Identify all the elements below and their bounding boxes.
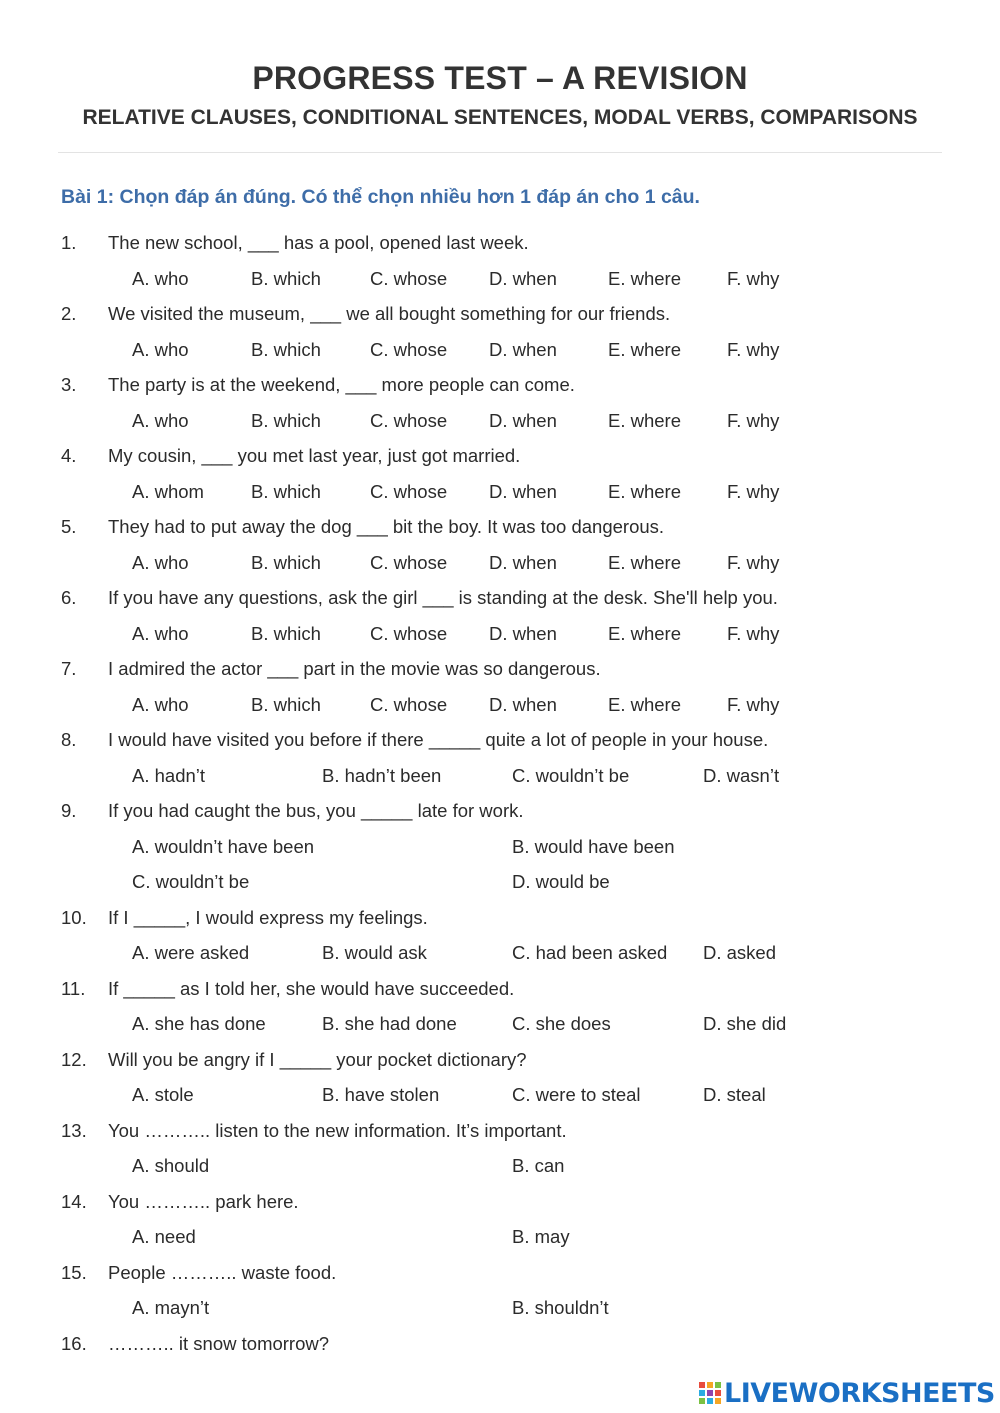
question-number: 7. <box>61 658 77 679</box>
question-text: If I _____, I would express my feelings. <box>108 906 428 928</box>
question-row <box>0 442 1000 478</box>
answer-option[interactable]: C. whose <box>370 267 448 289</box>
liveworksheets-logo[interactable] <box>698 1376 995 1410</box>
answer-option[interactable]: C. whose <box>370 480 448 502</box>
answer-option[interactable]: D. when <box>489 338 557 360</box>
section-heading: Bài 1: Chọn đáp án đúng. Có thể chọn nhiều hơn 1 đáp án cho 1 câu. <box>61 186 700 208</box>
answer-option[interactable]: A. hadn’t <box>132 764 206 786</box>
divider <box>58 152 942 153</box>
answer-option[interactable]: F. why <box>727 480 780 502</box>
answer-option[interactable]: B. which <box>251 338 321 360</box>
options-row <box>0 762 1000 798</box>
options-row <box>0 549 1000 585</box>
answer-option[interactable]: B. would have been <box>512 835 675 857</box>
answer-option[interactable]: A. who <box>132 267 189 289</box>
answer-option[interactable]: A. should <box>132 1155 210 1176</box>
question-list <box>0 229 1000 1365</box>
answer-option[interactable]: A. mayn’t <box>132 1297 210 1318</box>
answer-option[interactable]: A. need <box>132 1226 196 1247</box>
answer-option[interactable]: B. may <box>512 1226 570 1247</box>
answer-option[interactable]: B. which <box>251 551 321 573</box>
answer-option[interactable]: A. stole <box>132 1084 194 1105</box>
answer-option[interactable]: A. she has done <box>132 1013 266 1034</box>
answer-option[interactable]: D. when <box>489 480 557 502</box>
options-row <box>0 868 1000 904</box>
answer-option[interactable]: D. when <box>489 551 557 573</box>
question-text: If you have any questions, ask the girl ___ is standing at the desk. She'll help you. <box>108 587 778 608</box>
answer-option[interactable]: C. wouldn’t be <box>512 764 630 786</box>
answer-option[interactable]: B. have stolen <box>322 1084 440 1105</box>
question-row <box>0 371 1000 407</box>
answer-option[interactable]: B. which <box>251 267 321 289</box>
question-row <box>0 904 1000 940</box>
question-number: 1. <box>61 232 77 253</box>
options-row <box>0 265 1000 301</box>
options-row <box>0 833 1000 869</box>
answer-option[interactable]: C. whose <box>370 622 448 644</box>
options-row <box>0 1010 1000 1046</box>
options-row <box>0 691 1000 727</box>
question-number: 10. <box>61 906 87 928</box>
question-number: 3. <box>61 374 77 395</box>
answer-option[interactable]: A. wouldn’t have been <box>132 835 315 857</box>
answer-option[interactable]: B. hadn’t been <box>322 764 442 786</box>
answer-option[interactable]: B. she had done <box>322 1013 457 1034</box>
options-row <box>0 1223 1000 1259</box>
answer-option[interactable]: A. were asked <box>132 942 250 963</box>
question-number: 12. <box>61 1048 87 1070</box>
options-row <box>0 939 1000 975</box>
answer-option[interactable]: D. when <box>489 622 557 644</box>
question-row <box>0 797 1000 833</box>
answer-option[interactable]: D. asked <box>703 942 777 963</box>
question-row <box>0 1117 1000 1153</box>
answer-option[interactable]: B. would ask <box>322 942 427 963</box>
options-row <box>0 620 1000 656</box>
answer-option[interactable]: F. why <box>727 551 780 573</box>
question-text: I admired the actor ___ part in the movie was so dangerous. <box>108 658 601 679</box>
question-number: 16. <box>61 1332 87 1354</box>
answer-option[interactable]: C. whose <box>370 551 448 573</box>
question-row <box>0 726 1000 762</box>
answer-option[interactable]: F. why <box>727 409 780 431</box>
answer-option[interactable]: D. when <box>489 693 557 715</box>
answer-option[interactable]: C. were to steal <box>512 1084 641 1105</box>
liveworksheets-logo-icon <box>698 1381 722 1405</box>
question-number: 2. <box>61 303 77 324</box>
options-row <box>0 1081 1000 1117</box>
answer-option[interactable]: C. wouldn’t be <box>132 871 250 892</box>
page-title: PROGRESS TEST – A REVISION <box>252 60 748 96</box>
question-text: We visited the museum, ___ we all bought something for our friends. <box>108 303 671 324</box>
question-row <box>0 1330 1000 1366</box>
answer-option[interactable]: C. whose <box>370 693 448 715</box>
answer-option[interactable]: D. she did <box>703 1013 787 1034</box>
question-number: 6. <box>61 587 77 608</box>
question-row <box>0 975 1000 1011</box>
question-row <box>0 1046 1000 1082</box>
question-text: ……….. it snow tomorrow? <box>108 1332 330 1354</box>
answer-option[interactable]: E. where <box>608 480 682 502</box>
answer-option[interactable]: A. who <box>132 622 189 644</box>
question-row <box>0 229 1000 265</box>
answer-option[interactable]: F. why <box>727 338 780 360</box>
question-text: They had to put away the dog ___ bit the boy. It was too dangerous. <box>108 516 665 537</box>
options-row <box>0 1152 1000 1188</box>
answer-option[interactable]: D. wasn’t <box>703 764 780 786</box>
answer-option[interactable]: B. which <box>251 409 321 431</box>
answer-option[interactable]: E. where <box>608 622 682 644</box>
question-row <box>0 655 1000 691</box>
answer-option[interactable]: C. whose <box>370 409 448 431</box>
question-text: You ……….. listen to the new information. It’s important. <box>108 1119 567 1141</box>
page-subtitle: RELATIVE CLAUSES, CONDITIONAL SENTENCES, MODAL VERBS, COMPARISONS <box>82 106 918 129</box>
question-number: 8. <box>61 729 77 750</box>
logo-text: LIVEWORKSHEETS <box>724 1377 995 1409</box>
question-text: You ……….. park here. <box>108 1190 299 1212</box>
answer-option[interactable]: E. where <box>608 338 682 360</box>
question-row <box>0 584 1000 620</box>
options-row <box>0 478 1000 514</box>
question-text: I would have visited you before if there _____ quite a lot of people in your house. <box>108 729 769 750</box>
question-text: If you had caught the bus, you _____ late for work. <box>108 800 524 821</box>
answer-option[interactable]: C. whose <box>370 338 448 360</box>
question-row <box>0 1188 1000 1224</box>
question-number: 13. <box>61 1119 87 1141</box>
question-number: 5. <box>61 516 77 537</box>
question-row <box>0 1259 1000 1295</box>
question-number: 14. <box>61 1190 87 1212</box>
question-number: 15. <box>61 1261 87 1283</box>
question-number: 9. <box>61 800 77 821</box>
answer-option[interactable]: A. who <box>132 409 189 431</box>
options-row <box>0 336 1000 372</box>
question-text: People ……….. waste food. <box>108 1261 337 1283</box>
options-row <box>0 1294 1000 1330</box>
question-text: Will you be angry if I _____ your pocket dictionary? <box>108 1048 527 1070</box>
question-row <box>0 300 1000 336</box>
question-text: My cousin, ___ you met last year, just got married. <box>108 445 521 466</box>
question-text: The party is at the weekend, ___ more people can come. <box>108 374 575 395</box>
question-text: If _____ as I told her, she would have succeeded. <box>108 977 515 999</box>
answer-option[interactable]: F. why <box>727 622 780 644</box>
answer-option[interactable]: B. which <box>251 693 321 715</box>
answer-option[interactable]: E. where <box>608 409 682 431</box>
question-row <box>0 513 1000 549</box>
answer-option[interactable]: E. where <box>608 693 682 715</box>
answer-option[interactable]: D. would be <box>512 871 610 892</box>
answer-option[interactable]: C. had been asked <box>512 942 668 963</box>
answer-option[interactable]: C. she does <box>512 1013 611 1034</box>
answer-option[interactable]: E. where <box>608 267 682 289</box>
question-number: 4. <box>61 445 77 466</box>
answer-option[interactable]: B. shouldn’t <box>512 1297 609 1318</box>
answer-option[interactable]: D. when <box>489 267 557 289</box>
question-text: The new school, ___ has a pool, opened last week. <box>108 232 529 253</box>
answer-option[interactable]: A. who <box>132 693 189 715</box>
options-row <box>0 407 1000 443</box>
answer-option[interactable]: A. who <box>132 551 189 573</box>
answer-option[interactable]: B. which <box>251 480 321 502</box>
answer-option[interactable]: E. where <box>608 551 682 573</box>
answer-option[interactable]: D. when <box>489 409 557 431</box>
answer-option[interactable]: B. can <box>512 1155 565 1176</box>
answer-option[interactable]: F. why <box>727 267 780 289</box>
answer-option[interactable]: A. whom <box>132 480 204 502</box>
question-number: 11. <box>61 977 86 999</box>
answer-option[interactable]: D. steal <box>703 1084 766 1105</box>
answer-option[interactable]: B. which <box>251 622 321 644</box>
answer-option[interactable]: F. why <box>727 693 780 715</box>
answer-option[interactable]: A. who <box>132 338 189 360</box>
